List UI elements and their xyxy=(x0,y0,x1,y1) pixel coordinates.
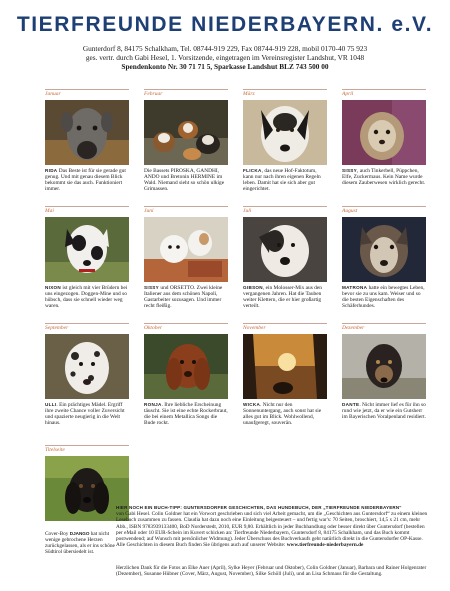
cover-caption-intro: Cover-Boy xyxy=(45,531,70,537)
month-label: März xyxy=(243,89,327,98)
dog-name: NIXON xyxy=(45,285,62,290)
dog-photo-gibson xyxy=(243,217,327,282)
month-card-maerz xyxy=(243,89,327,192)
dog-name: RIDA xyxy=(45,168,58,173)
dog-photo-ulli xyxy=(45,334,129,399)
dog-photo-dante xyxy=(342,334,426,399)
dog-photo-sissy-orsetto xyxy=(144,217,228,282)
dog-photo-flicka xyxy=(243,100,327,165)
month-card-februar xyxy=(144,89,228,192)
dog-name: ULLI xyxy=(45,402,57,407)
dog-caption: Das Beste ist für sie gerade gut genug. Und mit genau diesem Blick bekommt sie das auch. Funktioniert immer. xyxy=(45,168,126,193)
month-card-juni xyxy=(144,206,228,309)
month-label: Mai xyxy=(45,206,129,215)
dog-photo-sissy xyxy=(342,100,426,165)
month-label: Juli xyxy=(243,206,327,215)
dog-caption: . Nicht immer lief es für ihn so rund wie jetzt, da er wie ein Gutsherr im Bayerischen Voralpenland residiert. xyxy=(342,402,426,421)
month-card-august xyxy=(342,206,426,309)
dog-caption: und ORSETTO. Zwei kleine Italiener aus dem schönen Napoli, Gastarbeiter sozusagen. Und immer recht fleißig. xyxy=(144,285,223,310)
address-line: Gunterdorf 8, 84175 Schalkham, Tel. 08744-919 229, Fax 08744-919 228, mobil 0170-40 75 923 xyxy=(82,44,368,53)
dog-caption: . Nicht nur den Sonnenuntergang, auch sonst hat sie alles gut im Blick. Wohlwollend, unaufgeregt, souverän. xyxy=(243,402,322,427)
month-label: Dezember xyxy=(342,323,426,332)
dog-name: GIBSON xyxy=(243,285,263,290)
book-tip xyxy=(116,505,432,552)
dog-caption: . Ihre liebliche Erscheinung täuscht. Sie ist eine echte Rockerbraut, die bei einem Metallica Songs die Bude rockt. xyxy=(144,402,228,427)
month-card-oktober xyxy=(144,323,228,426)
month-label: Juni xyxy=(144,206,228,215)
month-card-november xyxy=(243,323,327,426)
month-card-september xyxy=(45,323,129,426)
month-label: September xyxy=(45,323,129,332)
registration-line: ges. vertr. durch Gabi Hesel, 1. Vorsitzende, eingetragen im Vereinsregister Landshut, VR 1048 xyxy=(85,53,365,62)
month-card-januar xyxy=(45,89,129,192)
dog-photo-bassets xyxy=(144,100,228,165)
dog-photo-ronja xyxy=(144,334,228,399)
bank-line: Spendenkonto Nr. 30 71 71 5, Sparkasse Landshut BLZ 743 500 00 xyxy=(121,62,329,71)
month-card-april xyxy=(342,89,426,186)
dog-name: RONJA xyxy=(144,402,162,407)
dog-name: FLICKA xyxy=(243,168,262,173)
month-card-mai xyxy=(45,206,129,309)
dog-photo-rida xyxy=(45,100,129,165)
month-label: April xyxy=(342,89,426,98)
dog-caption: , ein Molosser-Mix aus den vergangenen Jahren. Hat die Tauben weiter Klettern, die er hier großartig verteilt. xyxy=(243,285,322,310)
month-label: Februar xyxy=(144,89,228,98)
cover-caption xyxy=(45,531,115,555)
dog-name: DJANGO xyxy=(69,531,90,536)
month-card-juli xyxy=(243,206,327,309)
org-title: TIERFREUNDE NIEDERBAYERN. e.V. xyxy=(16,13,434,36)
month-card-dezember xyxy=(342,323,426,420)
month-label: November xyxy=(243,323,327,332)
month-label: Oktober xyxy=(144,323,228,332)
dog-name: SISSY xyxy=(342,168,358,173)
dog-caption: , das neue Hof-Faktotum, kann nur nach ihren eigenen Regeln leben. Damit hat sie sich aber gut eingerichtet. xyxy=(243,168,321,193)
dog-caption: hatte ein bewegtes Leben, bevor sie zu uns kam. Weiser und so die besten Eigenschaften des Schäferhundes. xyxy=(342,285,425,310)
dog-name: SISSY xyxy=(144,285,160,290)
book-tip-heading: HIER NOCH EIN BUCH-TIPP: GUNTERSDORFER GESCHICHTEN, DAS HUNDEBUCH, DER „TIERFREUNDE NIEDERBAYERN“ xyxy=(116,505,402,510)
dog-caption: , auch Tinkerbell, Püppchen, Elfe, Zuckermaus. Kein Name wurde diesem Zauberwesen wirklich gerecht. xyxy=(342,168,426,187)
dog-photo-wicka xyxy=(243,334,327,399)
dog-name: DANTE xyxy=(342,402,360,407)
website-link[interactable]: www.tierfreunde-niederbayern.de xyxy=(286,542,364,549)
dog-photo-matrona xyxy=(342,217,426,282)
dog-photo-nixon xyxy=(45,217,129,282)
month-label: Januar xyxy=(45,89,129,98)
cover-caption-text: hat nicht wenige gebrochene Herzen zurückgelassen, als er ins schöne Südtirol übersiedelt ist. xyxy=(45,531,115,556)
dog-name: WICKA xyxy=(243,402,261,407)
photo-credits-text: Herzlichen Dank für die Fotos an Elke Auer (April), Sylke Heyer (Februar und Oktober), Colin Goldner (Januar), Barbara und Rainer Holgenrater (Dezember), Susanne Hübner (Cover, März, August, November), Silke Schöll (Juli), und an Lisa Schmaus für die Gestaltung. xyxy=(116,565,427,578)
book-tip-body: von Gabi Hesel. Colin Goldner hat ein Vorwort geschrieben und sich viel Arbeit gemacht, um die „Geschichten aus Guntersdorf“ zu einem kleinen Lesebuch zusammen zu fassen. Claudia hat dazu noch eine Einleitung beigesteuert – und fertig war's: 70 Seiten, broschiert, 14,5 x 21 cm, mehr Abb., ISBN 9783939133400, BoD Norderstedt, 2010, EUR 9,80. Erhältlich in jeder Buchhandlung oder besser direkt über Guntersdorf (bestellen per eMail oder 10 EUR-Schein im Kuvert schicken an: Tierfreunde Niederbayern, Guntersdorf 8, 84175 Schalkham, und das Buch kommt postwendend; auf Wunsch mit persönlicher Widmung). Jeder Überschuss des Buchverkaufs geht natürlich direkt in die Guntersdorfer OP-Kasse. Alle Geschichten in diesem Buch finden Sie übrigens auch auf unserer Website: xyxy=(116,511,428,549)
month-label: Titelseite xyxy=(45,445,129,454)
dog-name: MATRONA xyxy=(342,285,368,290)
dog-caption: Die Bassets PIROSKA, GANDHI, ANDO und Bretonin HERMINE im Wald. Niemand sieht so schön ulkige Grimassen. xyxy=(144,168,225,193)
month-label: August xyxy=(342,206,426,215)
dog-caption: . Ein prächtiges Mädel. Ergriff ihre zweite Chance voller Zuversicht und spazierte neugierig in die Welt hinaus. xyxy=(45,402,125,427)
photo-credits xyxy=(116,565,432,577)
dog-caption: ist gleich mit vier Brüdern bei uns eingezogen. Doggen-Mine und so hübsch, dass sie schnell wieder weg waren. xyxy=(45,285,128,310)
